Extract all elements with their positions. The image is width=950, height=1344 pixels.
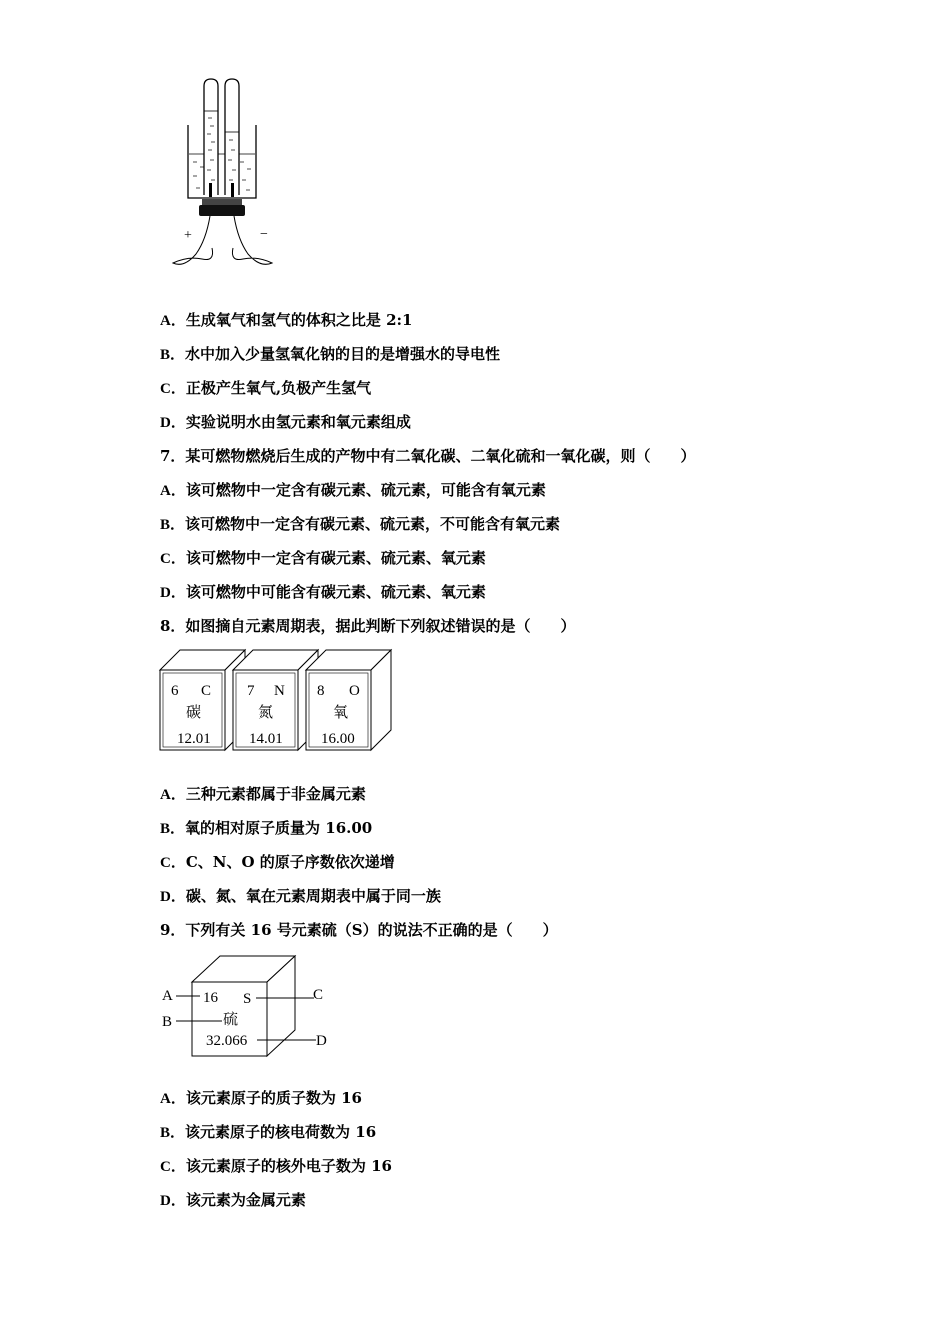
nitrogen-mass: 14.01 bbox=[249, 731, 283, 747]
q8-option-c[interactable]: C．C、N、O 的原子序数依次递增 bbox=[160, 853, 395, 871]
q9-option-b[interactable]: B．该元素原子的核电荷数为 16 bbox=[160, 1123, 377, 1141]
q7-stem: 7．某可燃物燃烧后生成的产物中有二氧化碳、二氧化硫和一氧化碳，则（ ） bbox=[160, 447, 696, 465]
sulfur-mass: 32.066 bbox=[206, 1033, 248, 1049]
sulfur-number: 16 bbox=[203, 990, 218, 1006]
carbon-name: 碳 bbox=[186, 705, 202, 721]
nitrogen-name: 氮 bbox=[258, 705, 274, 721]
element-card-oxygen bbox=[306, 650, 391, 750]
element-card-carbon bbox=[160, 650, 245, 750]
label-c: C bbox=[313, 987, 324, 1003]
positive-sign: + bbox=[184, 228, 192, 243]
carbon-number: 6 bbox=[171, 683, 179, 699]
q7-option-d[interactable]: D．该可燃物中可能含有碳元素、硫元素、氧元素 bbox=[160, 583, 486, 601]
q9-option-a[interactable]: A．该元素原子的质子数为 16 bbox=[160, 1089, 362, 1107]
sulfur-symbol: S bbox=[243, 991, 252, 1007]
label-d: D bbox=[316, 1033, 327, 1049]
oxygen-symbol: O bbox=[349, 683, 360, 699]
q8-option-a[interactable]: A．三种元素都属于非金属元素 bbox=[160, 785, 366, 803]
oxygen-mass: 16.00 bbox=[321, 731, 355, 747]
q8-option-d[interactable]: D．碳、氮、氧在元素周期表中属于同一族 bbox=[160, 887, 441, 905]
q7-option-c[interactable]: C．该可燃物中一定含有碳元素、硫元素、氧元素 bbox=[160, 549, 486, 567]
sulfur-name: 硫 bbox=[223, 1012, 239, 1028]
q8-stem: 8．如图摘自元素周期表，据此判断下列叙述错误的是（ ） bbox=[160, 617, 576, 635]
negative-sign: − bbox=[260, 227, 268, 242]
q7-option-a[interactable]: A．该可燃物中一定含有碳元素、硫元素，可能含有氧元素 bbox=[160, 481, 546, 499]
carbon-mass: 12.01 bbox=[177, 731, 211, 747]
electrolysis-apparatus-figure bbox=[160, 70, 290, 275]
nitrogen-symbol: N bbox=[274, 683, 285, 699]
q6-option-b[interactable]: B．水中加入少量氢氧化钠的目的是增强水的导电性 bbox=[160, 345, 501, 363]
oxygen-number: 8 bbox=[317, 683, 325, 699]
q6-option-c[interactable]: C．正极产生氧气,负极产生氢气 bbox=[160, 379, 372, 397]
element-card-nitrogen bbox=[233, 650, 318, 750]
q8-option-b[interactable]: B．氧的相对原子质量为 16.00 bbox=[160, 819, 373, 837]
periodic-table-excerpt-figure bbox=[160, 648, 400, 754]
q6-option-d[interactable]: D．实验说明水由氢元素和氧元素组成 bbox=[160, 413, 411, 431]
q9-option-d[interactable]: D．该元素为金属元素 bbox=[160, 1191, 306, 1209]
q9-option-c[interactable]: C．该元素原子的核外电子数为 16 bbox=[160, 1157, 392, 1175]
nitrogen-number: 7 bbox=[247, 683, 255, 699]
q7-option-b[interactable]: B．该可燃物中一定含有碳元素、硫元素，不可能含有氧元素 bbox=[160, 515, 561, 533]
label-a: A bbox=[162, 988, 173, 1004]
q9-stem: 9．下列有关 16 号元素硫（S）的说法不正确的是（ ） bbox=[160, 921, 558, 939]
oxygen-name: 氧 bbox=[333, 705, 349, 721]
sulfur-element-card-figure bbox=[160, 952, 340, 1062]
label-b: B bbox=[162, 1014, 173, 1030]
q6-option-a[interactable]: A．生成氧气和氢气的体积之比是 2:1 bbox=[160, 311, 413, 329]
carbon-symbol: C bbox=[201, 683, 212, 699]
